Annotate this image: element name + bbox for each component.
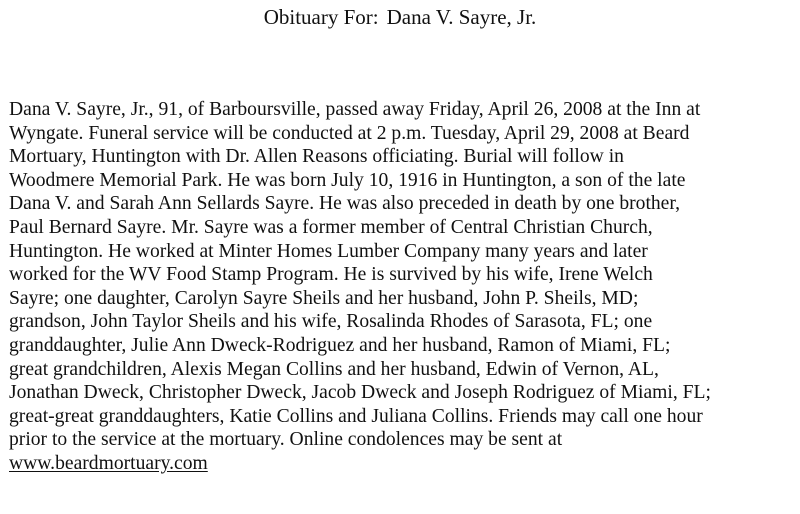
text-line: grandson, John Taylor Sheils and his wife, Rosalinda Rhodes of Sarasota, FL; one [9, 311, 653, 333]
text-line: great grandchildren, Alexis Megan Collins and her husband, Edwin of Vernon, AL, [9, 358, 659, 380]
mortuary-website-link[interactable]: www.beardmortuary.com [9, 452, 208, 474]
text-line: Paul Bernard Sayre. Mr. Sayre was a former member of Central Christian Church, [9, 216, 653, 238]
text-line: great-great granddaughters, Katie Collins and Juliana Collins. Friends may call one hour [9, 405, 703, 427]
title-label: Obituary For: [263, 5, 379, 29]
text-line: worked for the WV Food Stamp Program. He is survived by his wife, Irene Welch [9, 264, 653, 286]
text-line: Mortuary, Huntington with Dr. Allen Reasons officiating. Burial will follow in [9, 146, 624, 168]
deceased-name: Dana V. Sayre, Jr. [386, 5, 537, 29]
text-line: prior to the service at the mortuary. Online condolences may be sent at [9, 429, 563, 451]
page-title [0, 4, 800, 30]
text-line: Sayre; one daughter, Carolyn Sayre Sheils and her husband, John P. Sheils, MD; [9, 287, 639, 309]
text-line: Wyngate. Funeral service will be conducted at 2 p.m. Tuesday, April 29, 2008 at Beard [9, 122, 690, 144]
text-line: Jonathan Dweck, Christopher Dweck, Jacob Dweck and Joseph Rodriguez of Miami, FL; [9, 382, 711, 404]
text-line: granddaughter, Julie Ann Dweck-Rodriguez and her husband, Ramon of Miami, FL; [9, 334, 671, 356]
text-line: Woodmere Memorial Park. He was born July 10, 1916 in Huntington, a son of the late [9, 169, 686, 191]
text-line: Dana V. and Sarah Ann Sellards Sayre. He was also preceded in death by one brother, [9, 193, 681, 215]
obituary-text [9, 98, 795, 476]
text-line: Huntington. He worked at Minter Homes Lumber Company many years and later [9, 240, 648, 262]
text-line: Dana V. Sayre, Jr., 91, of Barboursville, passed away Friday, April 26, 2008 at the Inn at [9, 99, 701, 120]
